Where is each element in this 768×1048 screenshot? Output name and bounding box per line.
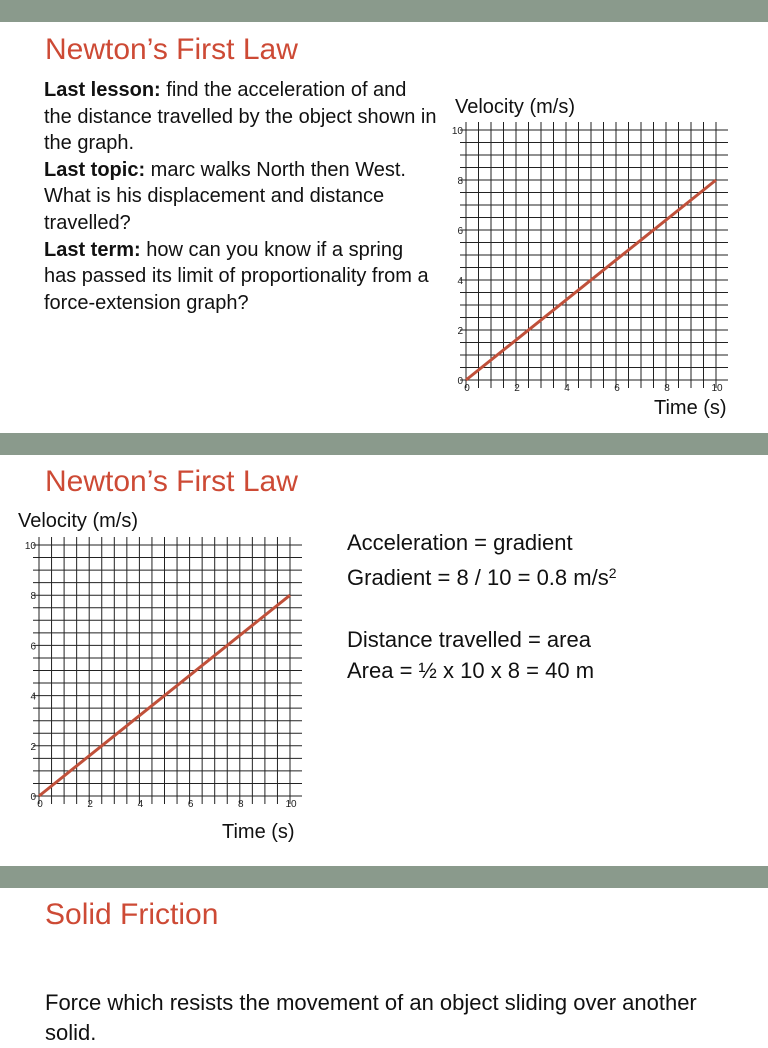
y-tick-label: 4 [30, 691, 36, 703]
recap-topic-text: marc walks North then West. What is his displacement and distance travelled? [44, 158, 406, 234]
y-tick-label: 10 [24, 541, 36, 552]
friction-definition: Force which resists the movement of an object sliding over another solid. [45, 990, 697, 1045]
worked-solution [347, 527, 617, 686]
recap-lesson-text: find the acceleration of and the distance travelled by the object shown in the graph. [44, 79, 437, 155]
gradient-equation [347, 558, 617, 593]
y-tick-label: 8 [30, 591, 36, 603]
gradient-equation-text: Gradient = 8 / 10 = 0.8 m/s [347, 565, 609, 590]
area-equation: Area = ½ x 10 x 8 = 40 m [347, 658, 595, 683]
slide-1-title: Newton’s First Law [45, 33, 298, 66]
x-tick-label: 4 [137, 799, 144, 810]
graph-2-x-axis-title: Time (s) [222, 821, 295, 843]
x-tick-label: 6 [614, 383, 620, 394]
x-tick-label: 0 [37, 799, 43, 810]
y-tick-label: 0 [30, 792, 36, 803]
y-tick-label: 6 [30, 641, 36, 653]
y-tick-label: 4 [457, 276, 463, 287]
graph-1-y-axis-title: Velocity (m/s) [455, 96, 576, 118]
y-tick-label: 2 [457, 326, 463, 337]
x-tick-label: 0 [464, 383, 470, 394]
x-tick-label: 8 [238, 799, 244, 810]
y-tick-label: 2 [30, 741, 36, 753]
recap-lesson-label: Last lesson: [44, 79, 161, 101]
graph-2-y-axis-title: Velocity (m/s) [18, 510, 139, 532]
x-tick-label: 2 [87, 799, 93, 810]
acceleration-equation: Acceleration = gradient [347, 530, 573, 555]
recap-topic-label: Last topic: [44, 158, 146, 181]
recap-term-label: Last term: [44, 238, 141, 261]
gradient-unit-exponent: 2 [608, 565, 617, 581]
x-tick-label: 10 [711, 383, 723, 394]
slide-divider-3 [0, 866, 768, 888]
x-tick-label: 6 [187, 799, 194, 810]
distance-equation: Distance travelled = area [347, 627, 591, 652]
graph-1-x-axis-title: Time (s) [654, 397, 727, 419]
slide-3-title: Solid Friction [45, 898, 219, 931]
equation-spacer [347, 593, 617, 624]
x-tick-label: 8 [664, 383, 670, 394]
y-tick-label: 6 [457, 226, 463, 237]
y-tick-label: 10 [451, 126, 463, 137]
x-tick-label: 10 [285, 799, 297, 810]
x-tick-label: 2 [514, 383, 520, 394]
recap-term-text: how can you know if a spring has passed its limit of proportionality from a force-extension graph? [44, 238, 429, 314]
y-tick-label: 8 [457, 176, 463, 187]
x-tick-label: 4 [564, 383, 570, 394]
slide-2-title: Newton’s First Law [45, 465, 298, 498]
y-tick-label: 0 [457, 376, 463, 387]
